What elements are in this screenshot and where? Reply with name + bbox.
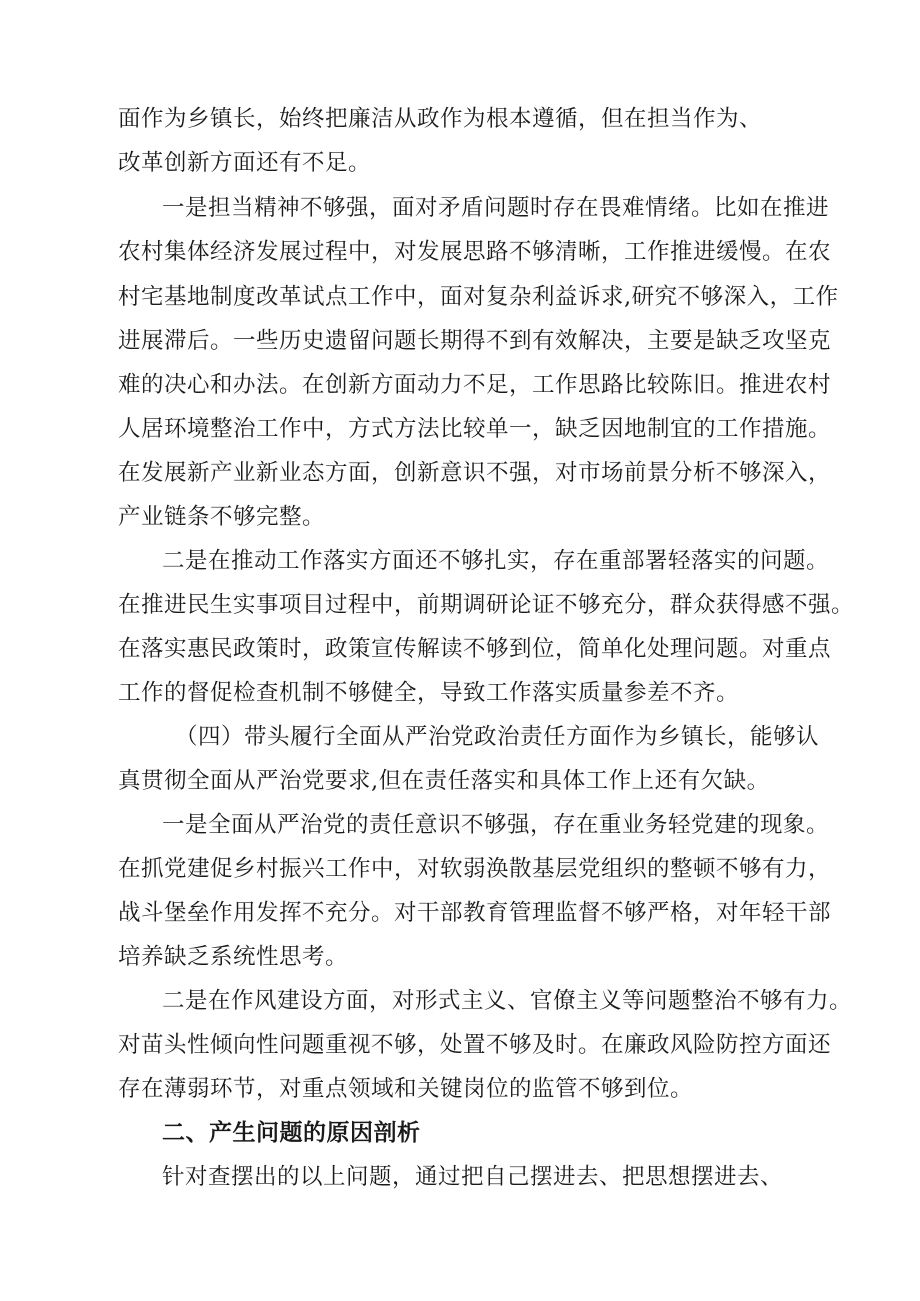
text-line: 面作为乡镇长，始终把廉洁从政作为根本遵循，但在担当作为、 xyxy=(118,106,763,132)
text-line: 存在薄弱环节，对重点领域和关键岗位的监管不够到位。 xyxy=(118,1076,694,1102)
text-line: 在落实惠民政策时，政策宣传解读不够到位，简单化处理问题。对重点 xyxy=(118,636,832,662)
text-line: 对苗头性倾向性问题重视不够，处置不够及时。在廉政风险防控方面还 xyxy=(118,1032,832,1058)
text-line: 村宅基地制度改革试点工作中，面对复杂利益诉求,研究不够深入，工作 xyxy=(118,284,839,310)
section-heading-line: （四）带头履行全面从严治党政治责任方面作为乡镇长，能够认 xyxy=(175,724,820,750)
paragraph-first-line: 一是担当精神不够强，面对矛盾问题时存在畏难情绪。比如在推进 xyxy=(162,195,830,221)
text-line: 改革创新方面还有不足。 xyxy=(118,150,372,176)
paragraph-first-line: 针对查摆出的以上问题，通过把自己摆进去、把思想摆进去、 xyxy=(162,1164,784,1190)
text-line: 战斗堡垒作用发挥不充分。对干部教育管理监督不够严格，对年轻干部 xyxy=(118,900,832,926)
paragraph-first-line: 二是在推动工作落实方面还不够扎实，存在重部署轻落实的问题。 xyxy=(162,548,830,574)
text-line: 进展滞后。一些历史遗留问题长期得不到有效解决，主要是缺乏攻坚克 xyxy=(118,328,832,354)
text-line: 真贯彻全面从严治党要求,但在责任落实和具体工作上还有欠缺。 xyxy=(118,768,770,794)
paragraph-first-line: 二是在作风建设方面，对形式主义、官僚主义等问题整治不够有力。 xyxy=(162,988,853,1014)
text-line: 农村集体经济发展过程中，对发展思路不够清晰，工作推进缓慢。在农 xyxy=(118,239,832,265)
text-line: 在发展新产业新业态方面，创新意识不强，对市场前景分析不够深入， xyxy=(118,460,832,486)
text-line: 难的决心和办法。在创新方面动力不足，工作思路比较陈旧。推进农村 xyxy=(118,372,832,398)
text-line: 工作的督促检查机制不够健全，导致工作落实质量参差不齐。 xyxy=(118,680,740,706)
text-line: 在推进民生实事项目过程中，前期调研论证不够充分，群众获得感不强。 xyxy=(118,592,855,618)
section-title: 二、产生问题的原因剖析 xyxy=(162,1120,421,1146)
text-line: 产业链条不够完整。 xyxy=(118,504,326,530)
text-line: 在抓党建促乡村振兴工作中，对软弱涣散基层党组织的整顿不够有力， xyxy=(118,856,832,882)
text-line: 人居环境整治工作中，方式方法比较单一，缺乏因地制宜的工作措施。 xyxy=(118,416,832,442)
text-line: 培养缺乏系统性思考。 xyxy=(118,944,349,970)
paragraph-first-line: 一是全面从严治党的责任意识不够强，存在重业务轻党建的现象。 xyxy=(162,812,830,838)
